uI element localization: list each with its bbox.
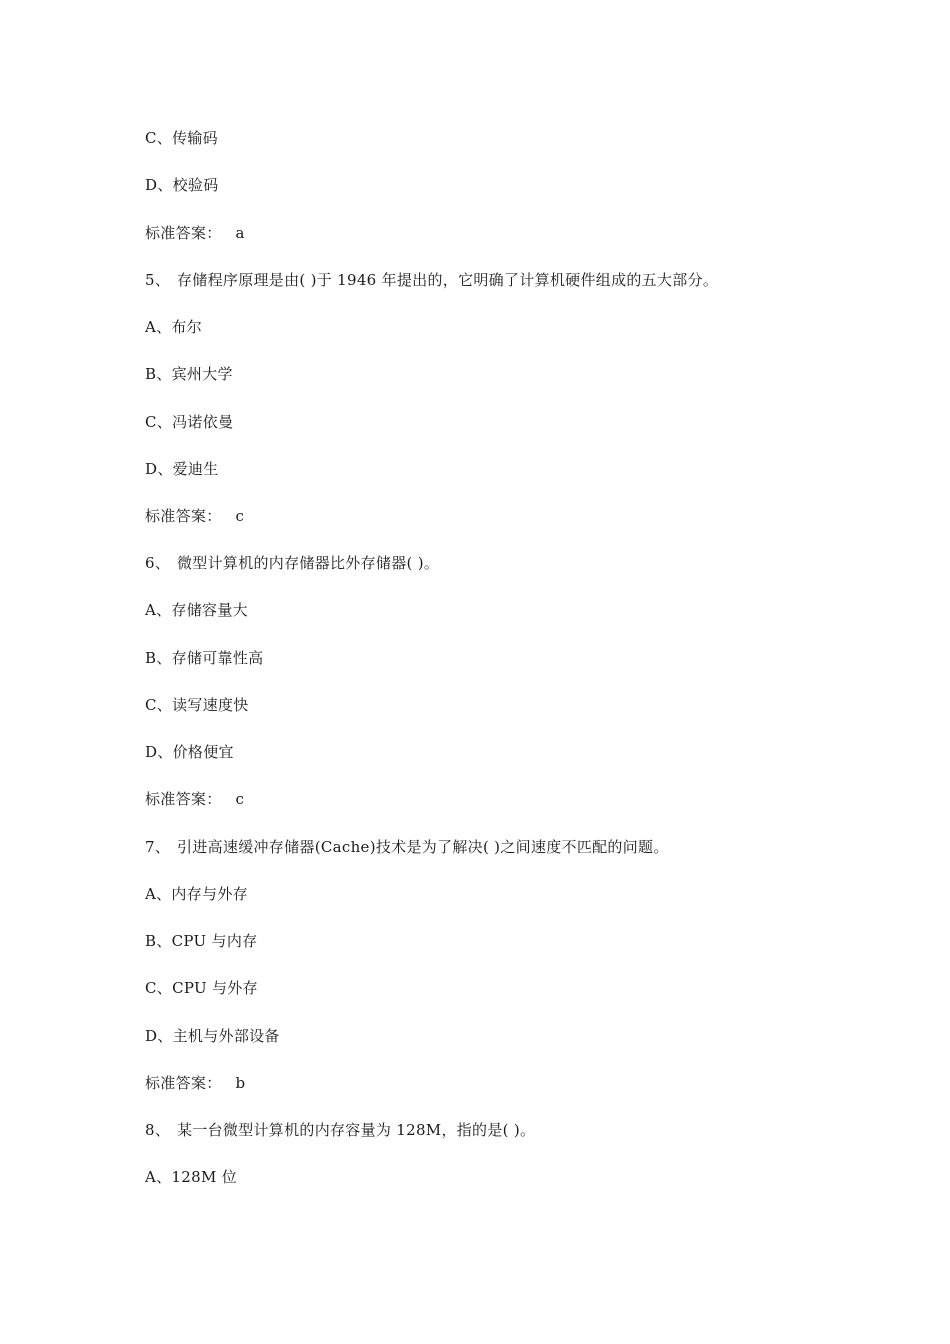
answer-value: c bbox=[235, 790, 245, 808]
option-a-q7: A、内存与外存 bbox=[145, 885, 248, 903]
question-6 bbox=[145, 553, 439, 573]
option-c-q4: C、传输码 bbox=[145, 129, 218, 147]
option-c-q5: C、冯诺依曼 bbox=[145, 413, 234, 431]
answer-q5 bbox=[145, 506, 244, 526]
option-d-q6: D、价格便宜 bbox=[145, 743, 234, 761]
option-a-q6: A、存储容量大 bbox=[145, 601, 248, 619]
question-number: 6、 bbox=[145, 554, 171, 572]
answer-label: 标准答案： bbox=[145, 507, 222, 525]
option-b-q6: B、存储可靠性高 bbox=[145, 649, 264, 667]
option-b-q7: B、CPU 与内存 bbox=[145, 932, 258, 950]
question-text: 某一台微型计算机的内存容量为 128M，指的是( )。 bbox=[177, 1121, 536, 1139]
option-d-q4: D、校验码 bbox=[145, 176, 219, 194]
answer-q6 bbox=[145, 789, 244, 809]
option-d-q5: D、爱迪生 bbox=[145, 460, 219, 478]
option-a-q5: A、布尔 bbox=[145, 318, 203, 336]
question-text: 微型计算机的内存储器比外存储器( )。 bbox=[177, 554, 440, 572]
option-d-q7: D、主机与外部设备 bbox=[145, 1027, 280, 1045]
answer-value: a bbox=[235, 224, 245, 242]
option-c-q7: C、CPU 与外存 bbox=[145, 979, 258, 997]
answer-label: 标准答案： bbox=[145, 790, 222, 808]
question-number: 5、 bbox=[145, 271, 171, 289]
question-number: 8、 bbox=[145, 1121, 171, 1139]
question-7 bbox=[145, 837, 669, 857]
answer-q7 bbox=[145, 1073, 245, 1093]
option-b-q5: B、宾州大学 bbox=[145, 365, 233, 383]
answer-label: 标准答案： bbox=[145, 1074, 222, 1092]
question-text: 存储程序原理是由( )于 1946 年提出的，它明确了计算机硬件组成的五大部分。 bbox=[177, 271, 719, 289]
question-5 bbox=[145, 270, 718, 290]
question-8 bbox=[145, 1120, 535, 1140]
option-c-q6: C、读写速度快 bbox=[145, 696, 249, 714]
question-text: 引进高速缓冲存储器(Cache)技术是为了解决( )之间速度不匹配的问题。 bbox=[177, 838, 669, 856]
option-a-q8: A、128M 位 bbox=[145, 1168, 237, 1186]
answer-q4 bbox=[145, 223, 245, 243]
answer-label: 标准答案： bbox=[145, 224, 222, 242]
answer-value: c bbox=[235, 507, 245, 525]
answer-value: b bbox=[235, 1074, 246, 1092]
question-number: 7、 bbox=[145, 838, 171, 856]
